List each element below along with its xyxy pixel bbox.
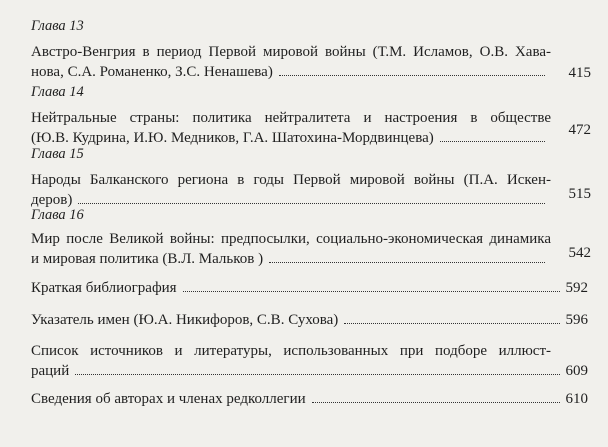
toc-chapter-15 bbox=[31, 146, 591, 210]
chapter-title-text: деров) bbox=[31, 192, 73, 208]
chapter-title-line-1: Мир после Великой войны: предпосылки, социально-экономическая динамика bbox=[31, 231, 551, 247]
dot-leader bbox=[440, 141, 545, 142]
page-number: 596 bbox=[565, 312, 588, 328]
chapter-title-line-2 bbox=[31, 128, 551, 148]
dot-leader bbox=[78, 203, 545, 204]
entry-title-text: раций bbox=[31, 363, 70, 379]
page-number: 609 bbox=[565, 363, 588, 379]
dot-leader bbox=[75, 374, 559, 375]
page-number: 515 bbox=[568, 186, 591, 202]
chapter-label: Глава 16 bbox=[31, 207, 84, 223]
chapter-title-line-1: Нейтральные страны: политика нейтралитета и настроения в обществе bbox=[31, 110, 551, 126]
chapter-label: Глава 15 bbox=[31, 146, 84, 162]
chapter-title-line-2 bbox=[31, 249, 551, 269]
chapter-title-line-1: Народы Балканского региона в годы Первой мировой войны (П.А. Искен- bbox=[31, 172, 551, 188]
dot-leader bbox=[183, 291, 560, 292]
page-number: 592 bbox=[565, 280, 588, 296]
page-number: 610 bbox=[565, 391, 588, 407]
chapter-title-line-2 bbox=[31, 62, 551, 82]
dot-leader bbox=[279, 75, 545, 76]
entry-row bbox=[31, 361, 588, 381]
page-number: 415 bbox=[568, 65, 591, 81]
dot-leader bbox=[312, 402, 560, 403]
chapter-title-line-1: Австро-Венгрия в период Первой мировой войны (Т.М. Исламов, О.В. Хава- bbox=[31, 44, 551, 60]
chapter-title-text: и мировая политика (В.Л. Мальков ) bbox=[31, 251, 264, 267]
entry-row bbox=[31, 389, 588, 409]
entry-row bbox=[31, 278, 588, 298]
entry-row bbox=[31, 310, 588, 330]
entry-title: Краткая библиография bbox=[31, 280, 177, 296]
entry-title: Указатель имен (Ю.А. Никифоров, С.В. Сухова) bbox=[31, 312, 339, 328]
chapter-title-text: (Ю.В. Кудрина, И.Ю. Медников, Г.А. Шатохина-Мордвинцева) bbox=[31, 130, 434, 146]
page-number: 472 bbox=[568, 122, 591, 138]
toc-entry-authors bbox=[31, 389, 588, 409]
toc-chapter-13 bbox=[31, 18, 591, 82]
chapter-label: Глава 14 bbox=[31, 84, 84, 100]
chapter-title-text: нова, С.А. Романенко, З.С. Ненашева) bbox=[31, 64, 273, 80]
dot-leader bbox=[269, 262, 545, 263]
page-number: 542 bbox=[568, 245, 591, 261]
entry-title: Сведения об авторах и членах редколлегии bbox=[31, 391, 306, 407]
chapter-label: Глава 13 bbox=[31, 18, 84, 34]
toc-entry-sources bbox=[31, 341, 588, 381]
toc-entry-name-index bbox=[31, 310, 588, 330]
toc-chapter-16 bbox=[31, 207, 591, 269]
toc-chapter-14 bbox=[31, 84, 591, 148]
dot-leader bbox=[344, 323, 559, 324]
entry-title-line-1: Список источников и литературы, использованных при подборе иллюст- bbox=[31, 343, 551, 359]
toc-entry-bibliography bbox=[31, 278, 588, 298]
